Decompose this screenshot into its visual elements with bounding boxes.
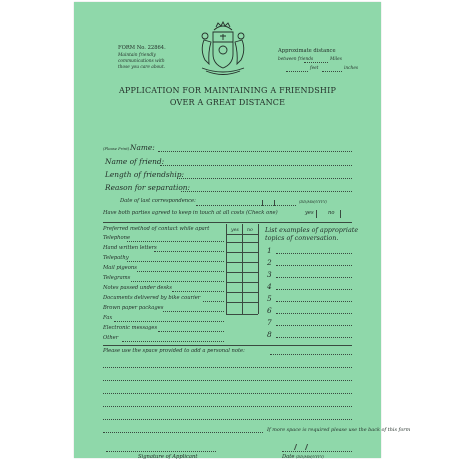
contact-method-telephone: Telephone (103, 235, 131, 241)
application-form (74, 2, 411, 460)
topic-number-6: 6 (267, 306, 272, 315)
contact-method-telepathy: Telepathy (103, 255, 129, 261)
contact-col-no: no (247, 228, 253, 233)
contact-method-brown-paper: Brown paper packages (103, 305, 164, 311)
coat-of-arms-icon (196, 20, 250, 78)
inches-line[interactable] (322, 71, 342, 72)
form-tagline-1: Maintain friendly (118, 53, 156, 58)
contact-method-electronic: Electronic messages (103, 325, 158, 331)
please-print-label: (Please Print) (103, 146, 130, 151)
topic-field-5[interactable] (276, 301, 352, 302)
topics-header-line-2: topics of conversation. (265, 234, 339, 242)
topic-field-6[interactable] (276, 313, 352, 314)
last-correspondence-format: (DD/MM/YYYY) (299, 200, 327, 204)
between-friends-label: between friends (278, 57, 314, 62)
contact-method-bike-courier: Documents delivered by bike courier (103, 295, 201, 301)
signature-date-label: Date (282, 454, 295, 460)
name-field[interactable] (158, 151, 352, 152)
last-correspondence-field[interactable] (196, 205, 296, 206)
feet-line[interactable] (286, 71, 308, 72)
length-of-friendship-field[interactable] (177, 178, 352, 179)
name-of-friend-label: Name of friend: (105, 157, 165, 166)
topic-number-7: 7 (267, 318, 272, 327)
topic-number-3: 3 (267, 270, 272, 279)
topic-field-8[interactable] (276, 337, 352, 338)
miles-line[interactable] (304, 62, 328, 63)
contact-col-yes: yes (231, 228, 239, 233)
form-number: FORM No. 22864. (118, 45, 166, 51)
contact-table-header: Preferred method of contact while apart (103, 226, 210, 232)
form-title-line-2: OVER A GREAT DISTANCE (169, 98, 286, 107)
contact-method-desk-notes: Notes passed under desks (103, 285, 172, 291)
signature-date-line[interactable] (282, 451, 352, 452)
contact-method-fax: Fax (103, 315, 113, 321)
approx-distance-label: Approximate distance (278, 48, 336, 54)
feet-label: feet (310, 66, 319, 71)
kept-in-touch-label: Have both parties agreed to keep in touch at all costs (Check one) (103, 210, 278, 216)
length-of-friendship-label: Length of friendship: (105, 170, 185, 179)
contact-method-letters: Hand written letters (103, 245, 157, 251)
kept-in-touch-yes[interactable]: yes (305, 210, 314, 216)
kept-in-touch-no[interactable]: no (328, 210, 335, 216)
topic-field-3[interactable] (276, 277, 352, 278)
last-correspondence-label: Date of last correspondence: (120, 198, 196, 204)
topics-header-line-1: List examples of appropriate (265, 226, 359, 234)
topic-field-1[interactable] (276, 253, 352, 254)
form-tagline-3: those you care about. (118, 65, 166, 70)
topic-field-7[interactable] (276, 325, 352, 326)
topic-number-2: 2 (267, 258, 272, 267)
signature-line[interactable] (106, 451, 216, 452)
form-title-line-1: APPLICATION FOR MAINTAINING A FRIENDSHIP (118, 86, 337, 95)
reason-for-separation-label: Reason for separation: (105, 183, 191, 192)
miles-label: Miles (330, 57, 342, 62)
more-space-note: If more space is required please use the back of this form (267, 427, 411, 433)
topic-number-1: 1 (267, 246, 272, 255)
personal-note-label: Please use the space provided to add a personal note: (103, 348, 245, 354)
reason-for-separation-field[interactable] (181, 191, 352, 192)
topic-number-5: 5 (267, 294, 272, 303)
signature-label: Signature of Applicant (138, 454, 198, 460)
contact-method-pigeons: Mail pigeons (103, 265, 137, 271)
form-tagline-2: communications with (118, 59, 165, 64)
name-of-friend-field[interactable] (160, 165, 352, 166)
contact-method-other: Other (103, 335, 119, 341)
topic-field-4[interactable] (276, 289, 352, 290)
topic-number-4: 4 (267, 282, 272, 291)
signature-date-format: (DD/MM/YYYY) (296, 455, 324, 459)
inches-label: inches (344, 66, 359, 71)
topic-number-8: 8 (267, 330, 272, 339)
name-label: Name: (130, 143, 155, 152)
contact-method-telegrams: Telegrams (103, 275, 131, 281)
topic-field-2[interactable] (276, 265, 352, 266)
